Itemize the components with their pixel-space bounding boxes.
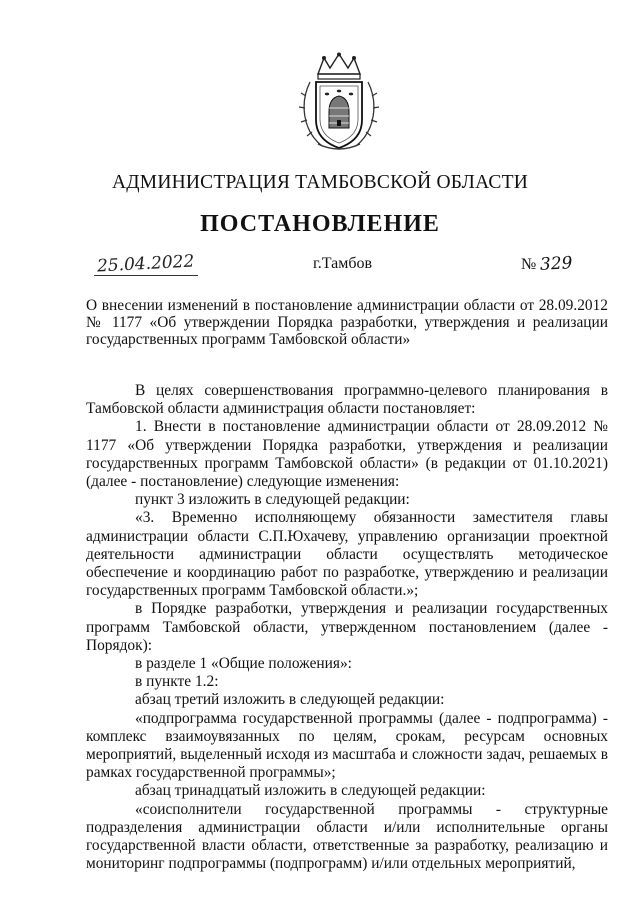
paragraph: «соисполнители государственной программы - структурные подразделения администрации области и/или исполнительные органы государственной власти области, ответственные за разработку, реализацию и мониторинг подпрограммы (подпрограмм) и/или отдельных мероприятий, <box>86 800 608 873</box>
document-city: г.Тамбов <box>313 255 373 272</box>
date-underline <box>94 275 198 276</box>
document-number <box>521 254 573 274</box>
paragraph: абзац тринадцатый изложить в следующей редакции: <box>135 782 486 800</box>
paragraph: «подпрограмма государственной программы (далее - подпрограмма) - комплекс взаимоувязанных по целям, срокам, ресурсам основных мероприятий, выделенный исходя из масштаба и сложности задач, решаемых в рамках государственной программы»; <box>86 709 608 782</box>
paragraph: в разделе 1 «Общие положения»: <box>135 655 352 673</box>
number-label: № <box>521 256 537 273</box>
document-type-title: ПОСТАНОВЛЕНИЕ <box>200 211 440 237</box>
document-body <box>86 382 608 873</box>
paragraph: в пункте 1.2: <box>135 673 219 691</box>
document-date: 25.04.2022 <box>96 251 195 277</box>
tambov-coat-of-arms-emblem <box>296 52 382 154</box>
paragraph: пункт 3 изложить в следующей редакции: <box>135 491 410 509</box>
paragraph: 1. Внести в постановление администрации области от 28.09.2012 № 1177 «Об утверждении Порядка разработки, утверждения и реализации государственных программ Тамбовской области» (в редакции от 01.10.2021) (далее - постановление) следующие изменения: <box>86 418 608 491</box>
paragraph: в Порядке разработки, утверждения и реализации государственных программ Тамбовской области, утвержденном постановлением (далее - Порядок): <box>86 600 608 654</box>
paragraph: «3. Временно исполняющему обязанности заместителя главы администрации области С.П.Юхачеву, управлению организации проектной деятельности администрации области осуществлять методическое обеспечение и координацию работ по разработке, утверждению и реализации государственных программ Тамбовской области.»; <box>86 509 608 600</box>
paragraph: В целях совершенствования программно-целевого планирования в Тамбовской области администрация области постановляет: <box>86 382 608 418</box>
paragraph: абзац третий изложить в следующей редакции: <box>135 691 445 709</box>
number-value: 329 <box>539 253 574 275</box>
document-subject: О внесении изменений в постановление администрации области от 28.09.2012 № 1177 «Об утверждении Порядка разработки, утверждения и реализации государственных программ Тамбовской области» <box>86 297 608 348</box>
organization-name: АДМИНИСТРАЦИЯ ТАМБОВСКОЙ ОБЛАСТИ <box>112 172 528 193</box>
